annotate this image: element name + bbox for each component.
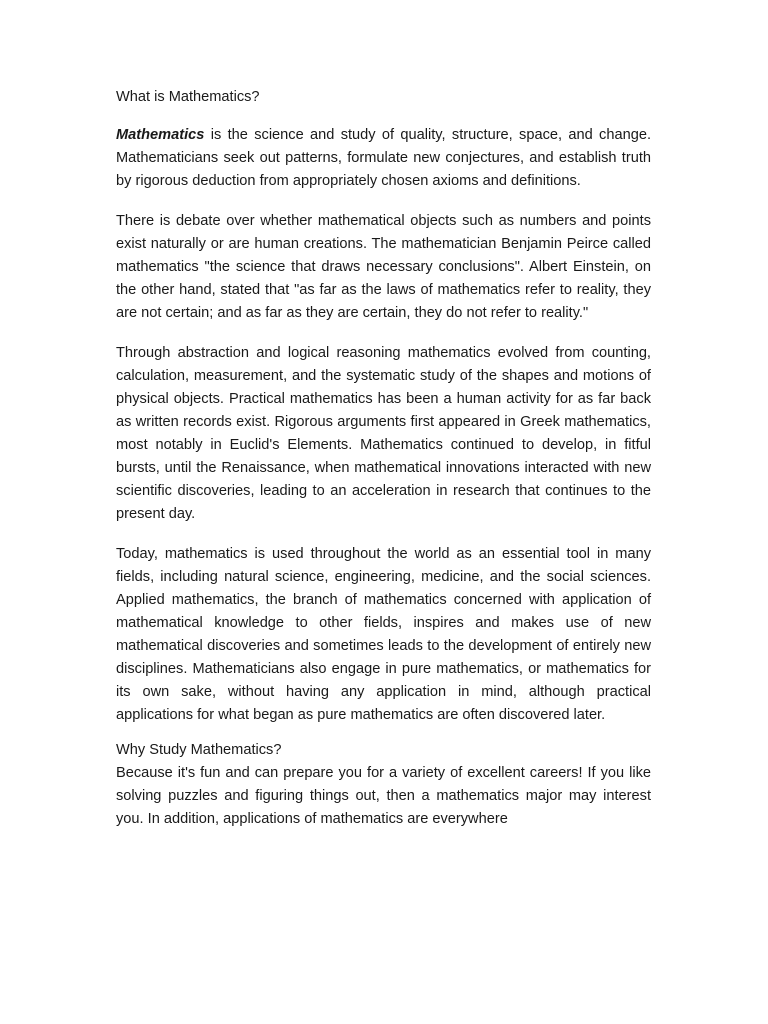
paragraph-debate: There is debate over whether mathematical objects such as numbers and points exist naturally or are human creations. The mathematician Benjamin Peirce called mathematics "the science that draws necessary conclusions". Albert Einstein, on the other hand, stated that "as far as the laws of mathematics refer to reality, they are not certain; and as far as they are certain, they do not refer to reality." [116,213,651,321]
intro-paragraph [116,124,651,193]
intro-paragraph-text: is the science and study of quality, structure, space, and change. Mathematicians seek out patterns, formulate new conjectures, and establish truth by rigorous deduction from appropriately chosen axioms and definitions. [116,127,651,189]
intro-lead-term: Mathematics [116,127,205,143]
paragraph-history: Through abstraction and logical reasoning mathematics evolved from counting, calculation, measurement, and the systematic study of the shapes and motions of physical objects. Practical mathematics has been a human activity for as far back as written records exist. Rigorous arguments first appeared in Greek mathematics, most notably in Euclid's Elements. Mathematics continued to develop, in fitful bursts, until the Renaissance, when mathematical innovations interacted with new scientific discoveries, leading to an acceleration in research that continues to the present day. [116,345,651,522]
document-title: What is Mathematics? [116,89,260,105]
paragraph-applications: Today, mathematics is used throughout the world as an essential tool in many fields, including natural science, engineering, medicine, and the social sciences. Applied mathematics, the branch of mathematics concerned with application of mathematical knowledge to other fields, inspires and makes use of new mathematical discoveries and sometimes leads to the development of entirely new disciplines. Mathematicians also engage in pure mathematics, or mathematics for its own sake, without having any application in mind, although practical applications for what began as pure mathematics are often discovered later. [116,546,651,723]
paragraph-why-study: Because it's fun and can prepare you for a variety of excellent careers! If you like solving puzzles and figuring things out, then a mathematics major may interest you. In addition, applications of mathematics are everywhere [116,765,651,827]
why-study-heading: Why Study Mathematics? [116,742,282,758]
document-page [116,86,651,831]
